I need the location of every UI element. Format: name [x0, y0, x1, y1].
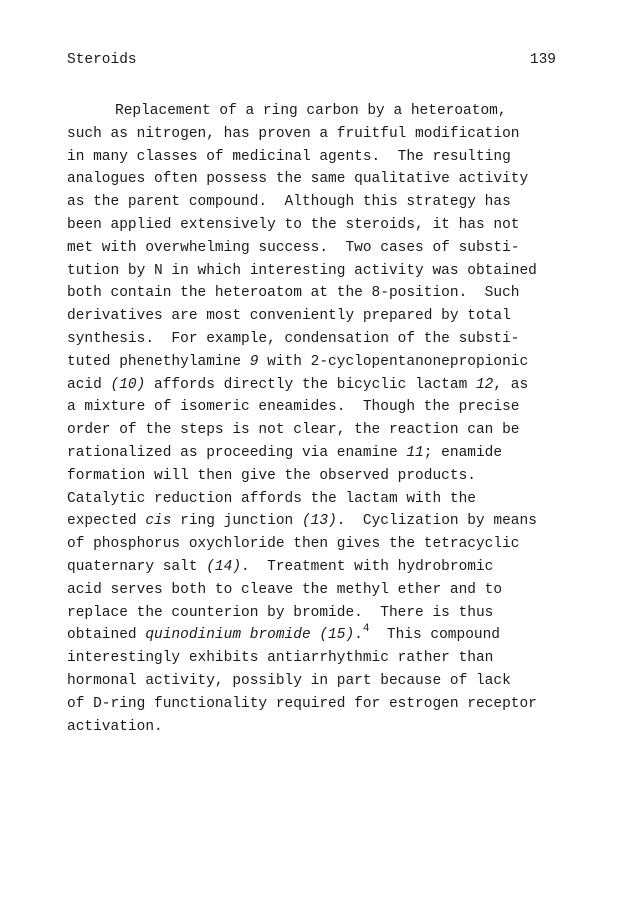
text-run: such as nitrogen, has proven a fruitful modification	[67, 125, 520, 142]
text-run: acid serves both to cleave the methyl ether and to	[67, 581, 503, 598]
text-run: .	[354, 627, 363, 644]
text-line	[67, 556, 567, 579]
text-line	[67, 716, 567, 739]
text-line	[67, 647, 567, 670]
italic-run: (10)	[110, 376, 146, 393]
text-line	[67, 214, 567, 237]
text-line	[67, 465, 567, 488]
text-line	[67, 351, 567, 374]
text-run: quaternary salt	[67, 558, 207, 575]
text-line	[67, 488, 567, 511]
text-line	[67, 579, 567, 602]
text-line	[67, 146, 567, 169]
text-line	[67, 305, 567, 328]
italic-run: cis	[145, 513, 172, 530]
text-run: . Cyclization by means	[336, 513, 537, 530]
text-line	[67, 396, 567, 419]
text-run: rationalized as proceeding via enamine	[67, 444, 407, 461]
text-line	[67, 419, 567, 442]
text-line	[67, 282, 567, 305]
reference-superscript: 4	[362, 623, 370, 636]
text-run: formation will then give the observed products.	[67, 467, 476, 484]
chapter-title: Steroids	[67, 52, 137, 68]
text-line	[67, 602, 567, 625]
text-run: both contain the heteroatom at the 8-position. Such	[67, 285, 520, 302]
text-run: been applied extensively to the steroids, it has not	[67, 216, 520, 233]
text-line	[67, 624, 567, 647]
italic-run: quinodinium bromide	[145, 627, 311, 644]
text-run: met with overwhelming success. Two cases of substi-	[67, 239, 520, 256]
italic-run: (13)	[301, 513, 337, 530]
text-run: , as	[493, 376, 529, 393]
text-run: as the parent compound. Although this strategy has	[67, 194, 511, 211]
text-run: expected	[67, 513, 146, 530]
text-run: replace the counterion by bromide. There is thus	[67, 604, 494, 621]
text-run: tution by N in which interesting activity was obtained	[67, 262, 537, 279]
text-run: derivatives are most conveniently prepared by total	[67, 308, 511, 325]
text-run: in many classes of medicinal agents. The resulting	[67, 148, 511, 165]
text-line	[67, 328, 567, 351]
text-run: ; enamide	[423, 444, 503, 461]
text-line	[67, 693, 567, 716]
text-line	[67, 442, 567, 465]
text-run: hormonal activity, possibly in part because of lack	[67, 672, 511, 689]
text-line	[67, 123, 567, 146]
text-line	[67, 260, 567, 283]
text-run: synthesis. For example, condensation of the substi-	[67, 330, 520, 347]
text-run: with 2-cyclopentanonepropionic	[258, 353, 529, 370]
text-run: acid	[67, 376, 111, 393]
text-run: activation.	[67, 718, 163, 735]
text-line	[67, 374, 567, 397]
italic-run: 11	[406, 444, 424, 461]
body-paragraph	[67, 100, 567, 738]
text-run: . Treatment with hydrobromic	[241, 558, 494, 575]
text-run: This compound	[369, 627, 501, 644]
text-run: obtained	[67, 627, 146, 644]
text-run: interestingly exhibits antiarrhythmic rather than	[67, 650, 494, 667]
text-run: analogues often possess the same qualitative activity	[67, 171, 529, 188]
text-run: Catalytic reduction affords the lactam with the	[67, 490, 476, 507]
text-line	[67, 670, 567, 693]
text-run: of phosphorus oxychloride then gives the tetracyclic	[67, 536, 520, 553]
text-run: order of the steps is not clear, the reaction can be	[67, 422, 520, 439]
italic-run: 9	[249, 353, 259, 370]
text-run: affords directly the bicyclic lactam	[145, 376, 476, 393]
text-line	[67, 168, 567, 191]
text-run: ring junction	[171, 513, 302, 530]
text-run: a mixture of isomeric eneamides. Though the precise	[67, 399, 520, 416]
text-line	[67, 510, 567, 533]
text-line	[67, 100, 567, 123]
italic-run: 12	[475, 376, 494, 393]
running-head	[67, 52, 556, 72]
text-run: Replacement of a ring carbon by a heteroatom,	[115, 103, 507, 119]
text-line	[67, 237, 567, 260]
text-run: tuted phenethylamine	[67, 353, 250, 370]
italic-run: (15)	[319, 627, 355, 644]
text-run: of D-ring functionality required for estrogen receptor	[67, 695, 537, 712]
page-number: 139	[529, 52, 556, 68]
italic-run: (14)	[206, 558, 242, 575]
text-line	[67, 191, 567, 214]
text-line	[67, 533, 567, 556]
